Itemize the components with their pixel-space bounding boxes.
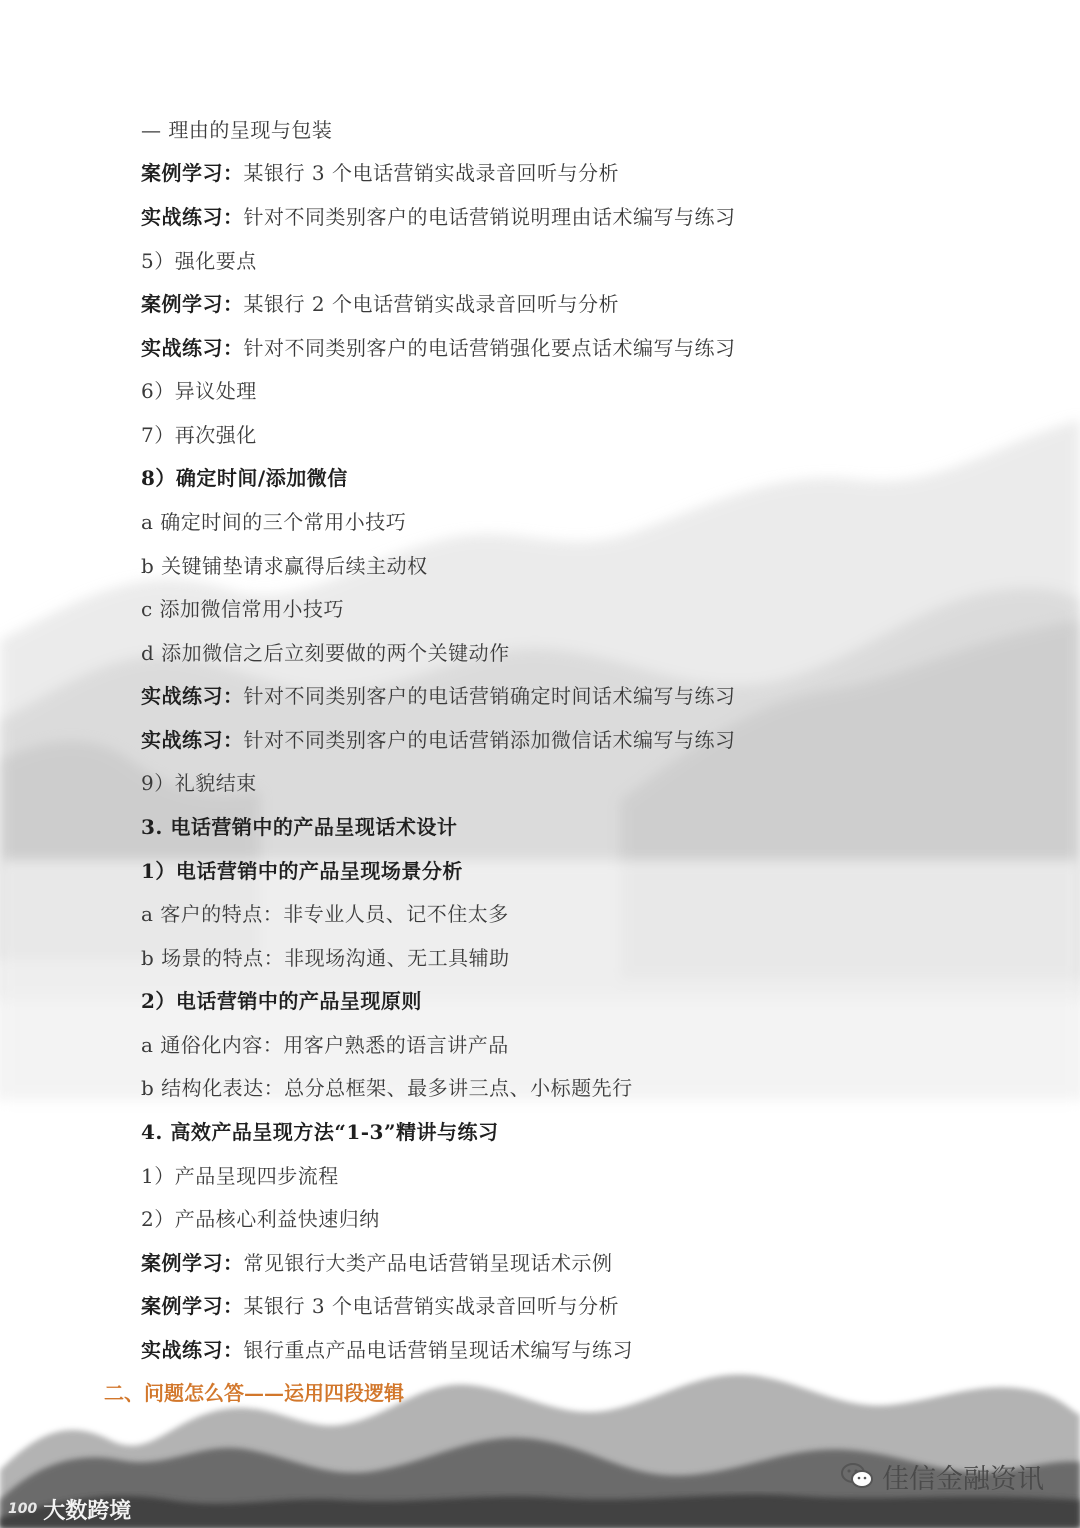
subheading-line: 4. 高效产品呈现方法“1-3”精讲与练习	[141, 1120, 499, 1144]
case-study-line: 案例学习：常见银行大类产品电话营销呈现话术示例	[141, 1251, 613, 1275]
line-label: 实战练习：	[141, 336, 244, 360]
line-label: 实战练习：	[141, 1338, 244, 1362]
text-line: b 关键铺垫请求赢得后续主动权	[141, 554, 428, 578]
brand-watermark	[8, 1494, 131, 1524]
text-line: a 通俗化内容：用客户熟悉的语言讲产品	[141, 1033, 509, 1057]
line-label: 实战练习：	[141, 728, 244, 752]
practice-line: 实战练习：针对不同类别客户的电话营销说明理由话术编写与练习	[141, 205, 736, 229]
subheading-line: 1）电话营销中的产品呈现场景分析	[141, 859, 463, 883]
text-line: 9）礼貌结束	[141, 771, 257, 795]
text-line: 7）再次强化	[141, 423, 257, 447]
line-label: 案例学习：	[141, 292, 244, 316]
wechat-watermark	[840, 1456, 1044, 1496]
text-line: — 理由的呈现与包装	[141, 118, 333, 142]
text-line: 6）异议处理	[141, 379, 257, 403]
practice-line: 实战练习：针对不同类别客户的电话营销强化要点话术编写与练习	[141, 336, 736, 360]
line-label: 案例学习：	[141, 1251, 244, 1275]
case-study-line: 案例学习：某银行 3 个电话营销实战录音回听与分析	[141, 161, 619, 185]
text-line: a 确定时间的三个常用小技巧	[141, 510, 407, 534]
text-line: d 添加微信之后立刻要做的两个关键动作	[141, 641, 510, 665]
watermark-text: 佳信金融资讯	[882, 1463, 1044, 1495]
subheading-line: 3. 电话营销中的产品呈现话术设计	[141, 815, 458, 839]
case-study-line: 案例学习：某银行 2 个电话营销实战录音回听与分析	[141, 292, 619, 316]
text-line: a 客户的特点：非专业人员、记不住太多	[141, 902, 509, 926]
text-line: 5）强化要点	[141, 249, 257, 273]
text-line: b 结构化表达：总分总框架、最多讲三点、小标题先行	[141, 1076, 633, 1100]
line-label: 案例学习：	[141, 161, 244, 185]
text-line: 1）产品呈现四步流程	[141, 1164, 339, 1188]
case-study-line: 案例学习：某银行 3 个电话营销实战录音回听与分析	[141, 1294, 619, 1318]
line-label: 案例学习：	[141, 1294, 244, 1318]
practice-line: 实战练习：银行重点产品电话营销呈现话术编写与练习	[141, 1338, 633, 1362]
line-label: 实战练习：	[141, 684, 244, 708]
text-line: b 场景的特点：非现场沟通、无工具辅助	[141, 946, 510, 970]
practice-line: 实战练习：针对不同类别客户的电话营销确定时间话术编写与练习	[141, 684, 736, 708]
section-title: 二、问题怎么答——运用四段逻辑	[104, 1381, 404, 1405]
brand-text: 大数跨境	[43, 1498, 132, 1524]
practice-line: 实战练习：针对不同类别客户的电话营销添加微信话术编写与练习	[141, 728, 736, 752]
subheading-line: 2）电话营销中的产品呈现原则	[141, 989, 422, 1013]
line-label: 实战练习：	[141, 205, 244, 229]
text-line: 2）产品核心利益快速归纳	[141, 1207, 380, 1231]
brand-logo-icon: 100	[8, 1501, 38, 1517]
subheading-line: 8）确定时间/添加微信	[141, 466, 348, 490]
wechat-icon	[840, 1461, 874, 1491]
text-line: c 添加微信常用小技巧	[141, 597, 345, 621]
